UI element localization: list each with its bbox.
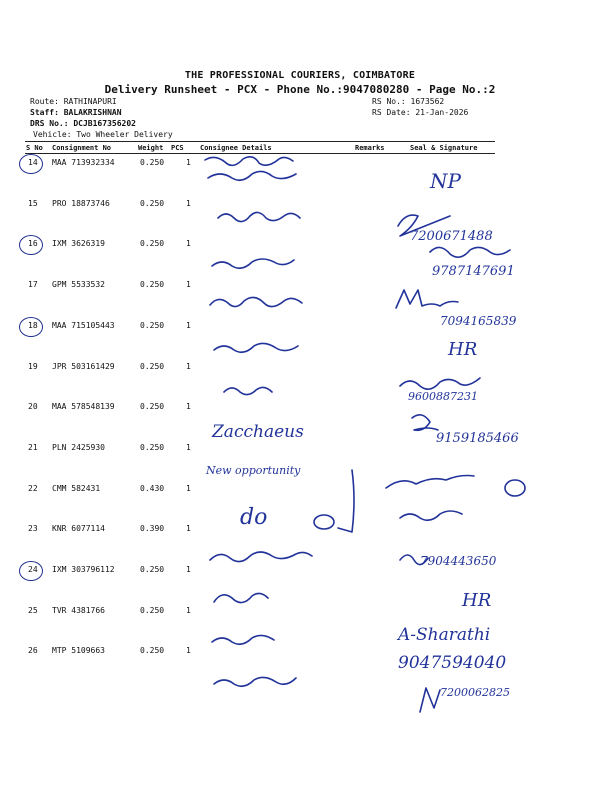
circled-two-21 — [505, 480, 525, 496]
sno-cell: 18 — [28, 320, 38, 330]
sno-cell: 24 — [28, 565, 38, 574]
consignment-cell: KNR 6077114 — [52, 524, 105, 534]
sno-cell: 26 — [28, 646, 38, 656]
consignee-signature-18 — [214, 343, 298, 352]
consignee-name-21: New opportunity — [206, 464, 301, 477]
sno-cell: 15 — [28, 198, 38, 208]
vehicle-label: Vehicle: Two Wheeler Delivery — [33, 130, 173, 139]
phone-23: 7904443650 — [420, 554, 497, 568]
weight-cell: 0.250 — [140, 442, 165, 452]
consignment-cell: MAA 578548139 — [52, 402, 115, 412]
pcs-cell: 1 — [186, 524, 191, 534]
sno-cell: 16 — [28, 239, 38, 249]
consignee-signature-26 — [214, 677, 296, 686]
pcs-cell: 1 — [186, 198, 191, 208]
weight-cell: 0.250 — [140, 320, 165, 330]
signature-stroke-16 — [430, 247, 510, 257]
consignee-signature-16 — [212, 259, 294, 268]
sno-cell: 14 — [28, 158, 38, 167]
runsheet-title: Delivery Runsheet - PCX - Phone No.:9047080280 - Page No.:2 — [104, 83, 496, 96]
pcs-cell: 1 — [186, 442, 191, 452]
pcs-cell: 1 — [186, 280, 191, 290]
sno-cell: 17 — [28, 280, 38, 290]
consignee-signature-25 — [212, 635, 274, 644]
weight-cell: 0.250 — [140, 198, 165, 208]
sno-cell: 25 — [28, 605, 38, 615]
remark-np: NP — [430, 169, 461, 193]
col-header-pcs: PCS — [171, 144, 184, 152]
consignment-cell: MTP 5109663 — [52, 646, 105, 656]
consignee-signature-14 — [205, 157, 296, 181]
phone-26: 7200062825 — [440, 686, 510, 699]
rs-number: RS No.: 1673562 — [372, 97, 445, 106]
consignment-cell: PLN 2425930 — [52, 442, 105, 452]
pcs-cell: 1 — [186, 361, 191, 371]
consignment-cell: IXM 303796112 — [52, 565, 115, 574]
sno-cell: 19 — [28, 361, 38, 371]
signature-stroke-20 — [412, 415, 438, 431]
phone-20: 9159185466 — [436, 431, 519, 446]
weight-cell: 0.250 — [140, 605, 165, 615]
phone-16: 9787147691 — [432, 264, 515, 279]
weight-cell: 0.250 — [140, 158, 165, 167]
pcs-cell: 1 — [186, 483, 191, 493]
remark-do: do — [240, 505, 268, 530]
pcs-cell: 1 — [186, 565, 191, 574]
remark-hr-24: HR — [462, 590, 492, 611]
pcs-cell: 1 — [186, 402, 191, 412]
sno-cell: 20 — [28, 402, 38, 412]
sno-cell: 22 — [28, 483, 38, 493]
phone-19: 9600887231 — [408, 390, 478, 403]
signature-stroke-22 — [400, 511, 462, 520]
consignment-cell: MAA 713932334 — [52, 158, 115, 167]
consignee-signature-15 — [218, 212, 300, 221]
weight-cell: 0.250 — [140, 402, 165, 412]
drs-number: DRS No.: DCJB167356202 — [30, 119, 136, 128]
signature-stroke-17 — [396, 290, 458, 308]
consignment-cell: JPR 503161429 — [52, 361, 115, 371]
consignment-cell: IXM 3626319 — [52, 239, 105, 249]
weight-cell: 0.250 — [140, 646, 165, 656]
consignee-signature-24 — [214, 593, 268, 602]
weight-cell: 0.390 — [140, 524, 165, 534]
remark-hr-18: HR — [448, 339, 478, 360]
pcs-cell: 1 — [186, 605, 191, 615]
weight-cell: 0.250 — [140, 565, 165, 574]
sno-cell: 23 — [28, 524, 38, 534]
consignment-cell: TVR 4381766 — [52, 605, 105, 615]
circled-two-22 — [314, 515, 334, 529]
weight-cell: 0.250 — [140, 239, 165, 249]
col-header-consignee: Consignee Details — [200, 144, 272, 152]
weight-cell: 0.430 — [140, 483, 165, 493]
weight-cell: 0.250 — [140, 361, 165, 371]
route-label: Route: RATHINAPURI — [30, 97, 117, 106]
pcs-cell: 1 — [186, 646, 191, 656]
consignee-signature-17 — [210, 297, 302, 306]
rs-date: RS Date: 21-Jan-2026 — [372, 108, 469, 117]
col-header-weight: Weight — [138, 144, 164, 152]
weight-cell: 0.250 — [140, 280, 165, 290]
pcs-cell: 1 — [186, 239, 191, 249]
phone-15: 7200671488 — [410, 229, 493, 244]
consignee-signature-23 — [210, 552, 312, 562]
col-header-seal: Seal & Signature — [410, 144, 478, 152]
consignment-cell: GPM 5533532 — [52, 280, 105, 290]
pcs-cell: 1 — [186, 158, 191, 167]
signature-stroke-19 — [400, 378, 480, 389]
consignee-name-20: Zacchaeus — [212, 422, 304, 442]
consignee-signature-19 — [224, 387, 272, 394]
col-header-remarks: Remarks — [355, 144, 385, 152]
bracket-stroke — [338, 470, 354, 532]
sno-cell: 21 — [28, 442, 38, 452]
phone-25: 9047594040 — [398, 653, 507, 673]
consignment-cell: MAA 715105443 — [52, 320, 115, 330]
consignment-cell: PRO 18873746 — [52, 198, 110, 208]
signatory-name-25: A-Sharathi — [398, 625, 491, 645]
col-header-sno: S No — [26, 144, 43, 152]
phone-17: 7094165839 — [440, 314, 517, 328]
signature-stroke-26 — [420, 688, 440, 712]
col-header-consignment: Consignment No — [52, 144, 112, 152]
staff-label: Staff: BALAKRISHNAN — [30, 108, 122, 117]
pcs-cell: 1 — [186, 320, 191, 330]
signature-stroke-21 — [386, 476, 474, 489]
consignment-cell: CMM 582431 — [52, 483, 101, 493]
company-title: THE PROFESSIONAL COURIERS, COIMBATORE — [184, 70, 416, 81]
